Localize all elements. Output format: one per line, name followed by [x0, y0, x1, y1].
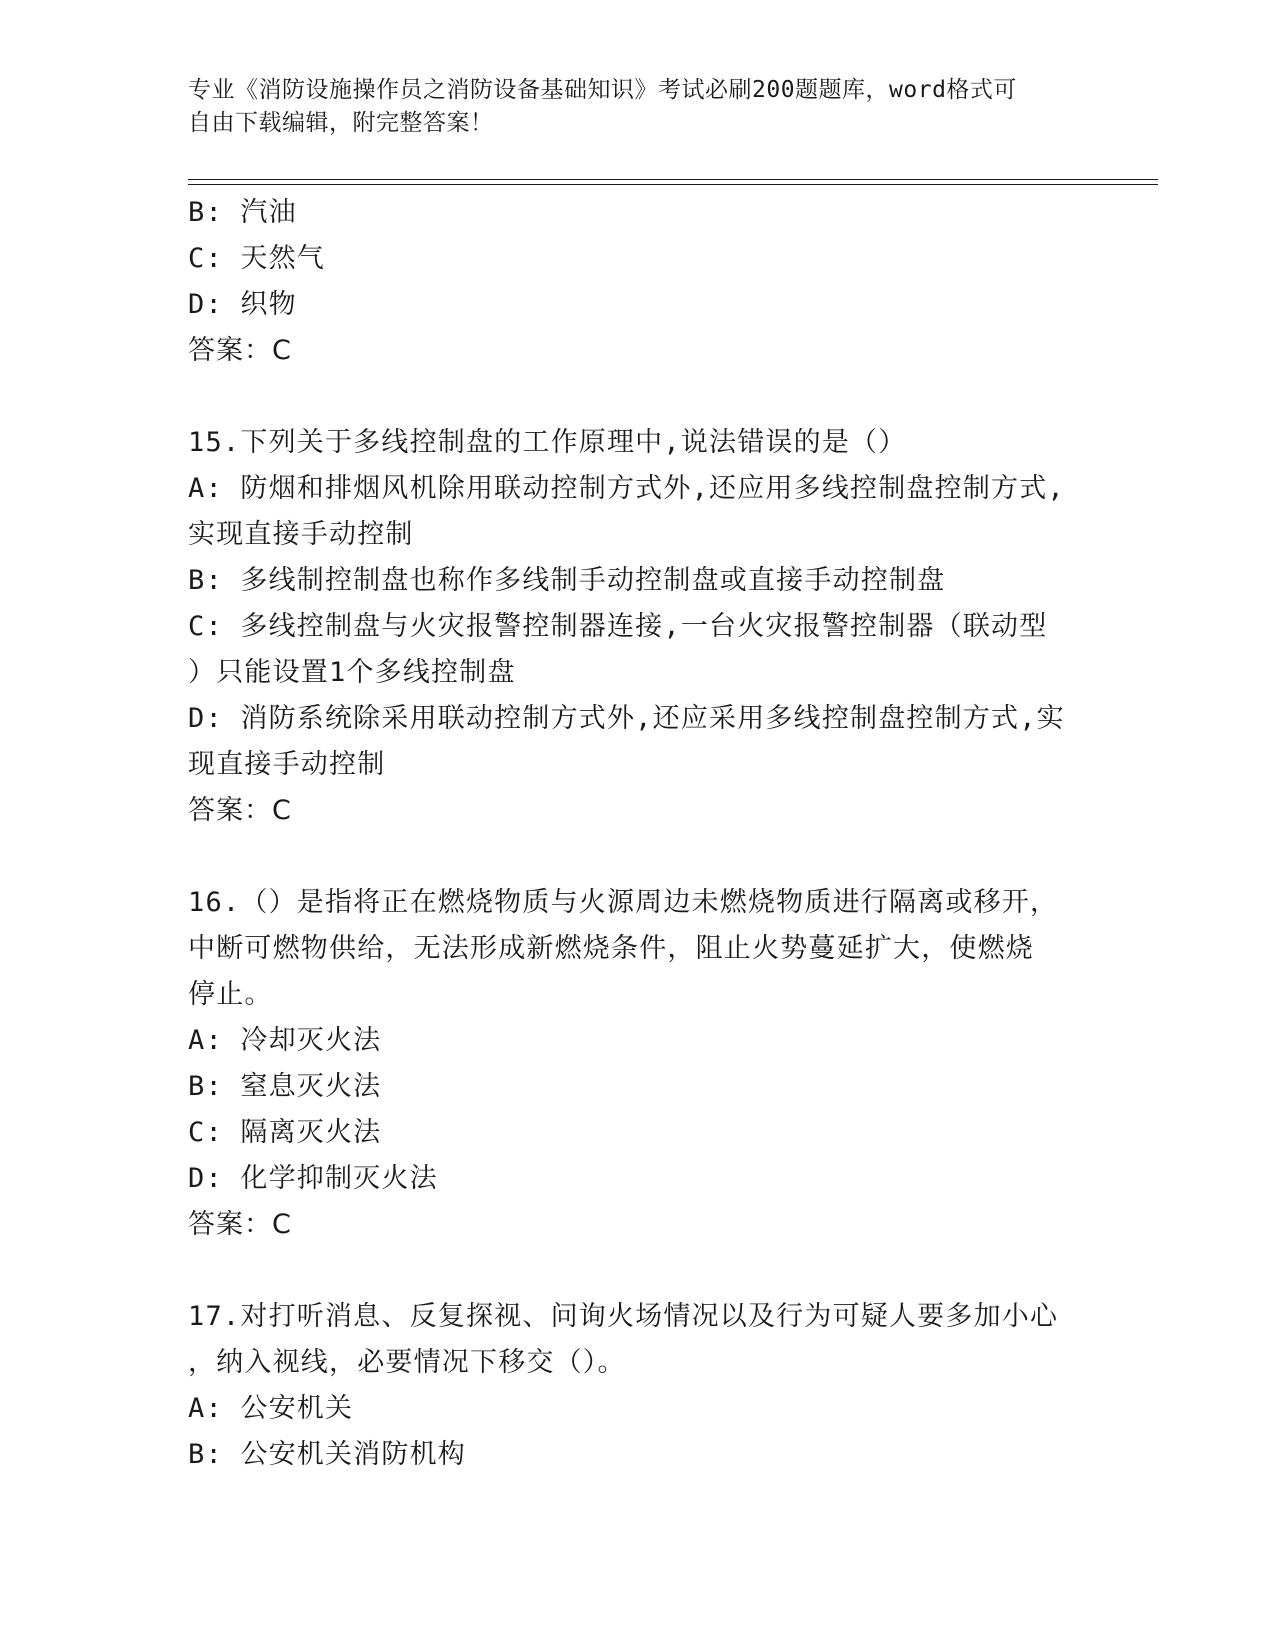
question-17: [188, 1294, 1088, 1478]
option-b: B: 窒息灭火法: [188, 1071, 382, 1102]
option-a: A: 公安机关: [188, 1393, 354, 1424]
option-a: A: 防烟和排烟风机除用联动控制方式外,还应用多线控制盘控制方式,: [188, 473, 1065, 504]
question-16: [188, 880, 1088, 1248]
question-stem: 17.对打听消息、反复探视、问询火场情况以及行为可疑人要多加小心: [188, 1301, 1059, 1332]
spacer: [188, 374, 1088, 420]
spacer: [188, 834, 1088, 880]
option-a-cont: 实现直接手动控制: [188, 519, 414, 550]
prev-question: [188, 190, 1088, 374]
option-b: B: 公安机关消防机构: [188, 1439, 466, 1470]
answer: 答案：C: [188, 1209, 292, 1240]
page-header: [188, 74, 1088, 140]
option-c: C: 多线控制盘与火灾报警控制器连接,一台火灾报警控制器（联动型: [188, 611, 1048, 642]
header-line-1: 专业《消防设施操作员之消防设备基础知识》考试必刷200题题库，word格式可: [188, 77, 1017, 103]
option-b: B: 汽油: [188, 197, 297, 228]
header-divider-bottom: [188, 184, 1158, 185]
option-b: B: 多线制控制盘也称作多线制手动控制盘或直接手动控制盘: [188, 565, 946, 596]
question-stem: 15.下列关于多线控制盘的工作原理中,说法错误的是（）: [188, 427, 907, 458]
question-stem-cont: ，纳入视线，必要情况下移交（）。: [188, 1347, 626, 1378]
option-c: C: 天然气: [188, 243, 325, 274]
spacer: [188, 1248, 1088, 1294]
option-d-cont: 现直接手动控制: [188, 749, 386, 780]
answer: 答案：C: [188, 795, 292, 826]
option-d: D: 消防系统除采用联动控制方式外,还应采用多线控制盘控制方式,实: [188, 703, 1065, 734]
question-content: [188, 190, 1088, 1478]
question-stem-cont: 停止。: [188, 979, 273, 1010]
header-divider-top: [188, 179, 1158, 180]
question-15: [188, 420, 1088, 834]
option-c: C: 隔离灭火法: [188, 1117, 382, 1148]
answer: 答案：C: [188, 335, 292, 366]
option-d: D: 织物: [188, 289, 297, 320]
header-line-2: 自由下载编辑，附完整答案！: [188, 110, 494, 136]
option-a: A: 冷却灭火法: [188, 1025, 382, 1056]
question-stem-cont: 中断可燃物供给，无法形成新燃烧条件，阻止火势蔓延扩大，使燃烧: [188, 933, 1034, 964]
option-d: D: 化学抑制灭火法: [188, 1163, 438, 1194]
option-c-cont: ）只能设置1个多线控制盘: [188, 657, 516, 688]
question-stem: 16.（）是指将正在燃烧物质与火源周边未燃烧物质进行隔离或移开，: [188, 887, 1059, 918]
